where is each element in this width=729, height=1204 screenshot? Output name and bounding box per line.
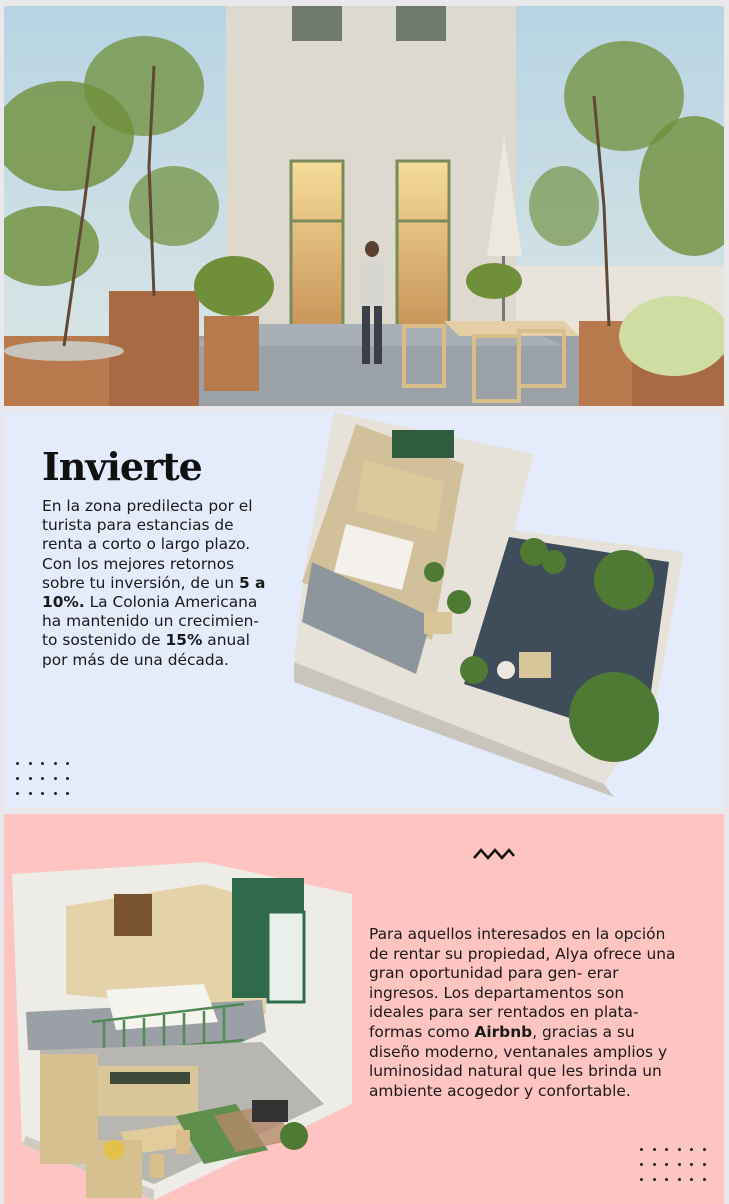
isometric-loft-cutaway	[4, 854, 354, 1200]
rent-description: Para aquellos interesados en la opción de rentar su propiedad, Alya ofrece una gran oportunidad para gen- erar ingresos. Los departamentos son ideales para ser rentados en plata- formas como Airbnb, gracias a su diseño moderno, ventanales amplios y luminosidad natural que les brinda un ambiente acogedor y confortable.	[369, 925, 676, 1100]
hero-terrace-image	[4, 6, 724, 406]
invest-title: Invierte	[42, 444, 202, 489]
zigzag-icon	[472, 848, 516, 860]
dots-pattern	[16, 762, 69, 795]
invest-description: En la zona predilecta por el turista para estancias de renta a corto o largo plazo. Con los mejores retornos sobre tu inversión, de un 5 a 10%. La Colonia Americana ha mantenido un crecimien- to sostenido de 15% anual por más de una década.	[42, 497, 266, 669]
invest-section	[4, 412, 724, 808]
dots-pattern	[640, 1148, 706, 1181]
rent-section	[4, 814, 724, 1204]
isometric-floor-plan	[264, 412, 724, 808]
terrace-render	[4, 6, 724, 406]
